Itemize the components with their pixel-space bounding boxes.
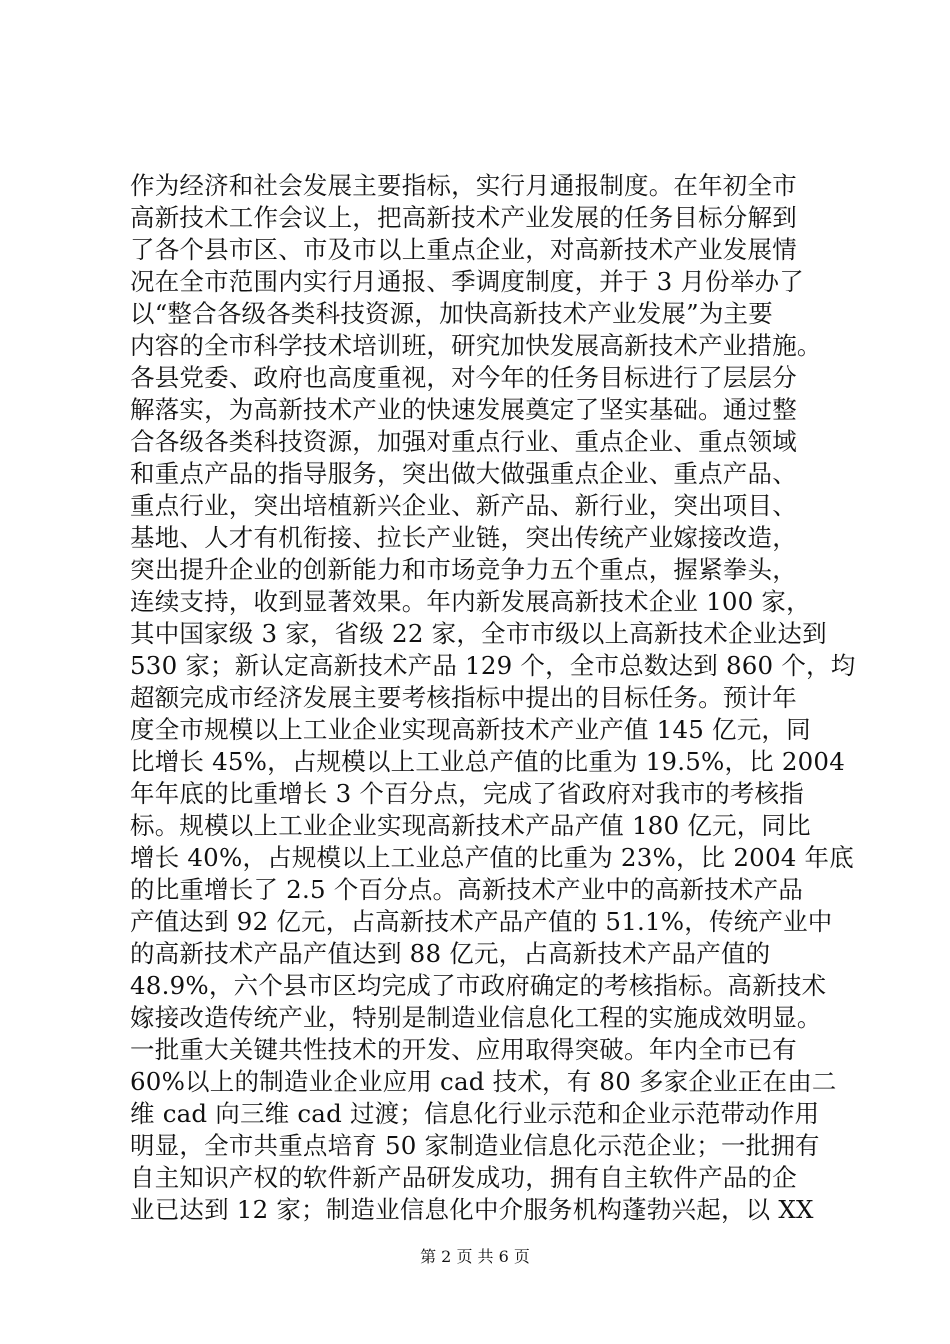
text-line: 明显，全市共重点培育 50 家制造业信息化示范企业；一批拥有 [130,1131,820,1160]
text-line: 一批重大关键共性技术的开发、应用取得突破。年内全市已有 [130,1035,797,1064]
text-line: 产值达到 92 亿元，占高新技术产品产值的 51.1%，传统产业中 [130,907,833,936]
text-line: 维 cad 向三维 cad 过渡；信息化行业示范和企业示范带动作用 [130,1099,820,1128]
text-line: 业已达到 12 家；制造业信息化中介服务机构蓬勃兴起，以 XX [130,1195,814,1224]
text-line: 自主知识产权的软件新产品研发成功，拥有自主软件产品的企 [130,1163,797,1192]
text-line: 度全市规模以上工业企业实现高新技术产业产值 145 亿元，同 [130,715,811,744]
text-line: 48.9%，六个县市区均完成了市政府确定的考核指标。高新技术 [130,971,827,1000]
body-text [130,170,860,1226]
text-line: 况在全市范围内实行月通报、季调度制度，并于 3 月份举办了 [130,267,804,296]
text-line: 标。规模以上工业企业实现高新技术产品产值 180 亿元，同比 [130,811,811,840]
text-line: 增长 40%，占规模以上工业总产值的比重为 23%，比 2004 年底 [130,843,854,872]
text-line: 重点行业，突出培植新兴企业、新产品、新行业，突出项目、 [130,491,797,520]
text-line: 以“整合各级各类科技资源，加快高新技术产业发展”为主要 [130,299,773,328]
text-line: 内容的全市科学技术培训班，研究加快发展高新技术产业措施。 [130,331,822,360]
text-line: 的比重增长了 2.5 个百分点。高新技术产业中的高新技术产品 [130,875,804,904]
text-line: 530 家；新认定高新技术产品 129 个，全市总数达到 860 个，均 [130,651,856,680]
text-line: 了各个县市区、市及市以上重点企业，对高新技术产业发展情 [130,235,797,264]
text-line: 解落实，为高新技术产业的快速发展奠定了坚实基础。通过整 [130,395,797,424]
text-line: 年年底的比重增长 3 个百分点，完成了省政府对我市的考核指 [130,779,804,808]
text-line: 各县党委、政府也高度重视，对今年的任务目标进行了层层分 [130,363,797,392]
text-line: 比增长 45%，占规模以上工业总产值的比重为 19.5%，比 2004 [130,747,845,776]
text-line: 其中国家级 3 家，省级 22 家，全市市级以上高新技术企业达到 [130,619,827,648]
text-line: 连续支持，收到显著效果。年内新发展高新技术企业 100 家， [130,587,811,616]
text-line: 的高新技术产品产值达到 88 亿元，占高新技术产品产值的 [130,939,771,968]
text-line: 和重点产品的指导服务，突出做大做强重点企业、重点产品、 [130,459,797,488]
text-line: 60%以上的制造业企业应用 cad 技术，有 80 多家企业正在由二 [130,1067,837,1096]
text-line: 合各级各类科技资源，加强对重点行业、重点企业、重点领域 [130,427,797,456]
text-line: 作为经济和社会发展主要指标，实行月通报制度。在年初全市 [130,171,797,200]
text-line: 超额完成市经济发展主要考核指标中提出的目标任务。预计年 [130,683,797,712]
text-line: 高新技术工作会议上，把高新技术产业发展的任务目标分解到 [130,203,797,232]
text-line: 嫁接改造传统产业，特别是制造业信息化工程的实施成效明显。 [130,1003,822,1032]
text-line: 基地、人才有机衔接、拉长产业链，突出传统产业嫁接改造， [130,523,797,552]
text-line: 突出提升企业的创新能力和市场竞争力五个重点，握紧拳头， [130,555,797,584]
page-indicator: 第 2 页 共 6 页 [420,1247,530,1266]
